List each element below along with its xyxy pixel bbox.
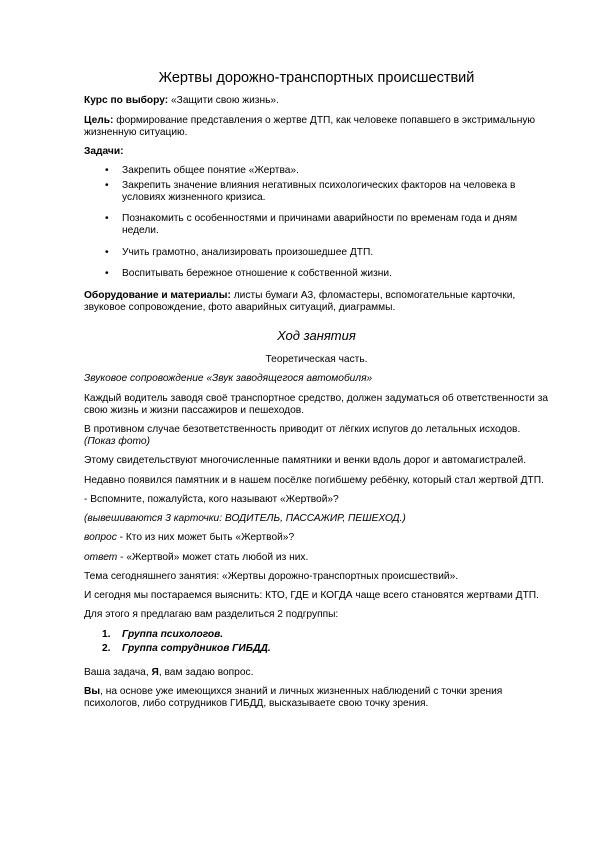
- theory-heading: Теоретическая часть.: [265, 354, 368, 366]
- paragraph: Вы, на основе уже имеющихся знаний и личных жизненных наблюдений с точки зрения психологов, либо сотрудников ГИБДД, высказываете свою точку зрения.: [84, 686, 503, 710]
- cards-note: (вывешиваются 3 карточки: ВОДИТЕЛЬ, ПАССАЖИР, ПЕШЕХОД.): [84, 513, 406, 525]
- lesson-heading: Ход занятия: [277, 328, 356, 344]
- equipment-label: Оборудование и материалы:: [84, 289, 231, 301]
- tasks-label: Задачи:: [84, 146, 124, 158]
- tasks-list: [84, 165, 549, 280]
- equipment-line: [84, 290, 549, 314]
- paragraph: Для этого я предлагаю вам разделиться 2 подгруппы:: [84, 609, 339, 621]
- goal-value: формирование представления о жертве ДТП, как человеке попавшего в экстримальную жизненную ситуацию.: [84, 114, 536, 138]
- goal-line: [84, 115, 549, 139]
- question-label: вопрос: [84, 532, 117, 544]
- question-line: вопрос - Кто из них может быть «Жертвой»?: [84, 532, 295, 544]
- list-item: • Воспитывать бережное отношение к собственной жизни.: [84, 268, 549, 280]
- document-page: [84, 70, 549, 718]
- photo-note: (Показ фото): [84, 436, 150, 448]
- goal-label: Цель:: [84, 114, 114, 126]
- answer-line: ответ - «Жертвой» может стать любой из них.: [84, 551, 309, 563]
- sound-note: Звуковое сопровождение «Звук заводящегося автомобиля»: [84, 373, 373, 385]
- groups-list: [84, 629, 549, 655]
- paragraph: - Вспомните, пожалуйста, кого называют «Жертвой»?: [84, 493, 339, 505]
- list-item: • Закрепить общее понятие «Жертва».: [84, 165, 549, 177]
- paragraph: Каждый водитель заводя своё транспортное средство, должен задуматься об ответственности за свою жизнь и жизни пассажиров и пешеходов.: [84, 392, 549, 416]
- paragraph: И сегодня мы постараемся выяснить: КТО, ГДЕ и КОГДА чаще всего становятся жертвами ДТП.: [84, 590, 539, 602]
- list-item: • Закрепить значение влияния негативных психологических факторов на человека в условиях жизненного кризиса.: [84, 180, 549, 204]
- list-item: • Учить грамотно, анализировать произошедшее ДТП.: [84, 247, 549, 259]
- course-value: «Защити свою жизнь».: [171, 95, 279, 107]
- list-item: 2. Группа сотрудников ГИБДД.: [102, 642, 271, 654]
- list-item: • Познакомить с особенностями и причинами аварийности по временам года и дням недели.: [84, 213, 549, 237]
- paragraph: Этому свидетельствуют многочисленные памятники и венки вдоль дорог и автомагистралей.: [84, 455, 527, 467]
- page-title: Жертвы дорожно-транспортных происшествий: [158, 70, 475, 86]
- paragraph: В противном случае безответственность приводит от лёгких испугов до летальных исходов. (Показ фото): [84, 423, 521, 448]
- paragraph: Тема сегодняшнего занятия: «Жертвы дорожно-транспортных происшествий».: [84, 570, 459, 582]
- equipment-value: листы бумаги А3, фломастеры, вспомогательные карточки, звуковое сопровождение, фото аварийных ситуаций, диаграммы.: [84, 289, 516, 314]
- course-line: [84, 95, 549, 107]
- paragraph: Ваша задача, Я, вам задаю вопрос.: [84, 667, 254, 679]
- answer-label: ответ: [84, 551, 118, 563]
- list-item: 1. Группа психологов.: [102, 628, 224, 640]
- paragraph: Недавно появился памятник и в нашем посёлке погибшему ребёнку, который стал жертвой ДТП.: [84, 474, 544, 486]
- course-label: Курс по выбору:: [84, 95, 169, 107]
